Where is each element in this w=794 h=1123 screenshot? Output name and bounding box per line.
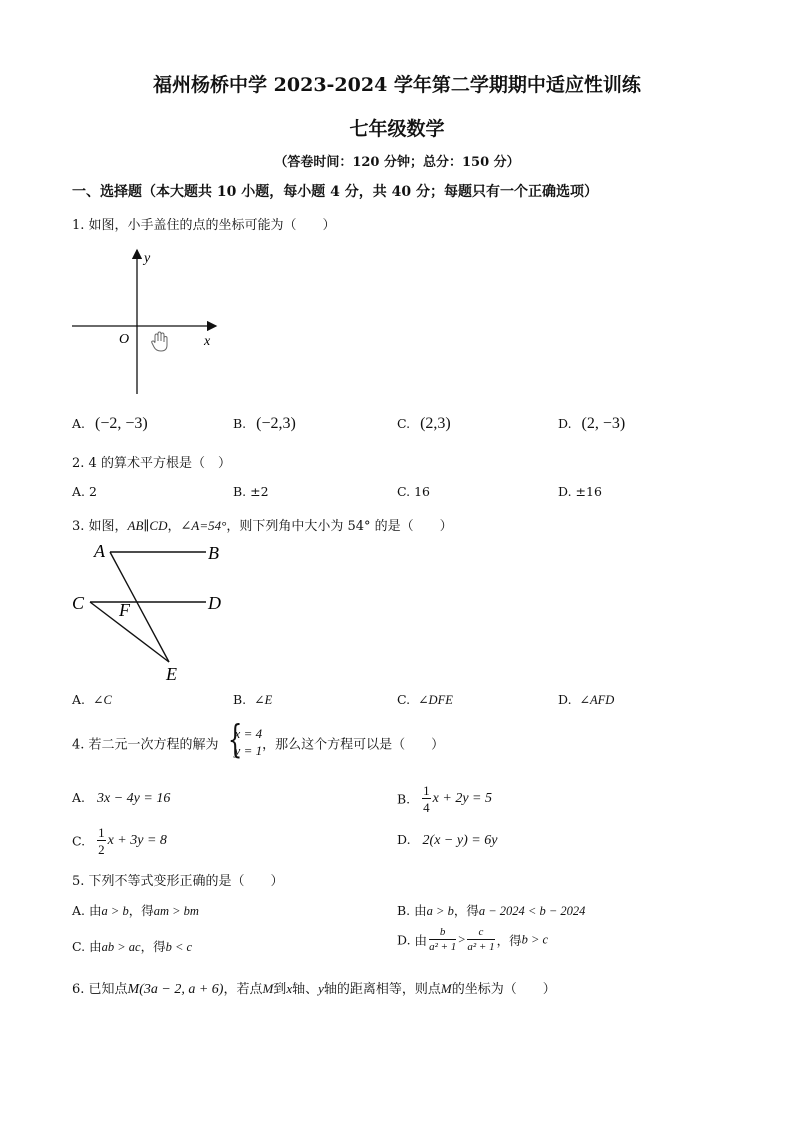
q5-option-d[interactable]: D. 由 $\frac{b}{\text{a² + 1}}$ > $\frac{c}{\text{a² + 1}}$ ，得b > c xyxy=(397,926,549,953)
exam-subject: 七年级数学 xyxy=(349,118,445,140)
q4-option-b[interactable]: B. $\frac{1}{4}$ x + 2y = 5 xyxy=(397,783,492,815)
q3-option-c[interactable]: C. ∠DFE xyxy=(397,692,453,707)
q3-parallel-lines-figure xyxy=(66,538,236,688)
q4-option-a[interactable]: A. 3x − 4y = 16 xyxy=(72,790,171,806)
q3-option-b[interactable]: B. ∠E xyxy=(233,692,273,707)
y-axis-label: y xyxy=(144,251,151,266)
x-axis-label: x xyxy=(204,334,211,349)
q1-coordinate-figure xyxy=(66,244,226,400)
point-b-label: B xyxy=(208,543,219,563)
point-e-label: E xyxy=(166,664,177,684)
q3-option-d[interactable]: D. ∠AFD xyxy=(558,692,615,707)
brace-icon: { xyxy=(227,717,242,761)
q4-option-d[interactable]: D. 2(x − y) = 6y xyxy=(397,832,498,848)
q4-option-c[interactable]: C. $\frac{1}{2}$ x + 3y = 8 xyxy=(72,825,167,857)
q2-option-c[interactable]: C. 16 xyxy=(397,484,430,499)
point-f-label: F xyxy=(119,600,130,620)
q5-option-c[interactable]: C. 由ab > ac，得b < c xyxy=(72,939,193,954)
question-2-stem: 2. 4 的算术平方根是（ ） xyxy=(72,456,231,471)
question-6-stem: 6. 已知点M(3a − 2, a + 6)，若点M到x轴、y轴的距离相等，则点M的坐标为（ ） xyxy=(72,981,556,997)
exam-info: （答卷时间：120 分钟；总分：150 分） xyxy=(274,155,520,170)
q5-option-b[interactable]: B. 由a > b，得a − 2024 < b − 2024 xyxy=(397,903,586,918)
q1-option-a[interactable]: A. (−2, −3) xyxy=(72,415,148,432)
question-1-stem: 1. 如图，小手盖住的点的坐标可能为（ ） xyxy=(72,218,336,233)
q1-option-c[interactable]: C. (2,3) xyxy=(397,415,451,432)
hand-icon xyxy=(152,332,167,351)
q1-option-b[interactable]: B. (−2,3) xyxy=(233,415,296,432)
q2-option-d[interactable]: D. ±16 xyxy=(558,484,602,499)
point-a-label: A xyxy=(94,541,105,561)
q1-option-d[interactable]: D. (2, −3) xyxy=(558,415,626,432)
q2-option-b[interactable]: B. ±2 xyxy=(233,484,269,499)
question-5-stem: 5. 下列不等式变形正确的是（ ） xyxy=(72,874,284,889)
exam-title: 福州杨桥中学 2023-2024 学年第二学期期中适应性训练 xyxy=(153,74,641,96)
section-heading: 一、选择题（本大题共 10 小题，每小题 4 分，共 40 分；每题只有一个正确选项） xyxy=(72,184,598,200)
q5-option-a[interactable]: A. 由a > b，得am > bm xyxy=(72,903,199,918)
point-c-label: C xyxy=(72,593,85,613)
question-3-stem: 3. 如图，AB∥CD，∠A=54°，则下列角中大小为 54° 的是（ ） xyxy=(72,518,453,534)
q4-equation-system: { x = 4 y = 1 xyxy=(227,717,263,761)
q3-option-a[interactable]: A. ∠C xyxy=(72,692,112,707)
origin-label: O xyxy=(119,332,130,347)
q2-option-a[interactable]: A. 2 xyxy=(72,484,97,499)
point-d-label: D xyxy=(208,593,221,613)
question-4-stem: 4. 若二元一次方程的解为 { x = 4 y = 1 ，那么这个方程可以是（ ） xyxy=(72,717,445,761)
